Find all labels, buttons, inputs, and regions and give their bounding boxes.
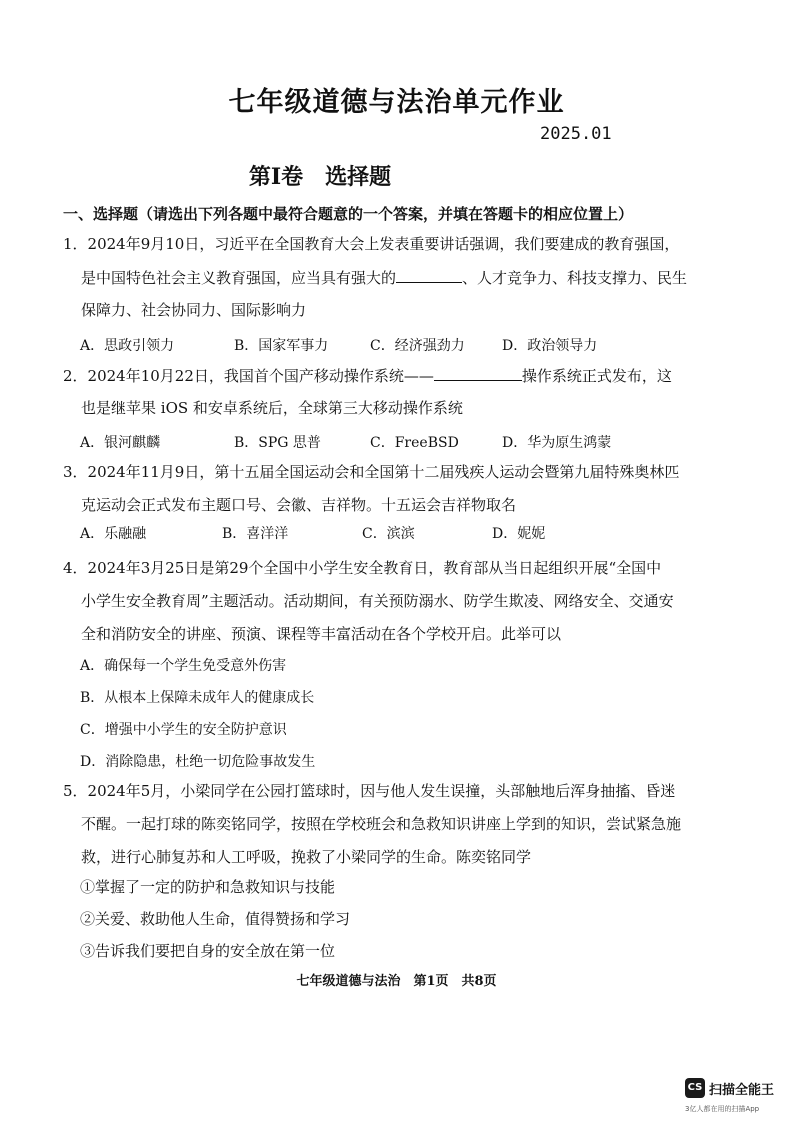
- option-d: D．政治领导力: [502, 338, 598, 354]
- document-date: 2025.01: [540, 124, 612, 144]
- option-a: A．乐融融: [80, 526, 147, 542]
- option-b: B．从根本上保障未成年人的健康成长: [80, 690, 315, 706]
- section-instruction: 一、选择题（请选出下列各题中最符合题意的一个答案，并填在答题卡的相应位置上）: [63, 205, 634, 223]
- question-text-line: 是中国特色社会主义教育强国，应当具有强大的 、人才竞争力、科技支撑力、民生: [81, 269, 688, 287]
- answer-blank: [434, 368, 522, 381]
- question-text-line: 1．2024年9月10日，习近平在全国教育大会上发表重要讲话强调，我们要建成的教育强国，: [63, 235, 680, 253]
- question-text-line: 也是继苹果 iOS 和安卓系统后，全球第三大移动操作系统: [81, 399, 463, 417]
- part-title: 第Ⅰ卷 选择题: [248, 164, 392, 190]
- page-footer: 七年级道德与法治 第1页 共8页: [296, 974, 497, 989]
- option-c: C．FreeBSD: [370, 435, 459, 451]
- question-text-line: 克运动会正式发布主题口号、会徽、吉祥物。十五运会吉祥物取名: [81, 496, 517, 514]
- statement-3: ③告诉我们要把自身的安全放在第一位: [80, 942, 336, 960]
- question-text-line: 2．2024年10月22日，我国首个国产移动操作系统—— 操作系统正式发布，这: [63, 367, 672, 385]
- question-text-line: 小学生安全教育周”主题活动。活动期间，有关预防溺水、防学生欺凌、网络安全、交通安: [81, 592, 674, 610]
- camscanner-logo-icon: CS: [685, 1078, 705, 1098]
- option-b: B．国家军事力: [234, 338, 329, 354]
- question-text-line: 保障力、社会协同力、国际影响力: [81, 301, 307, 319]
- statement-1: ①掌握了一定的防护和急救知识与技能: [80, 878, 336, 896]
- question-text-line: 4．2024年3月25日是第29个全国中小学生安全教育日，教育部从当日起组织开展“全国中: [63, 559, 662, 577]
- option-b: B．SPG 思普: [234, 435, 321, 451]
- document-title: 七年级道德与法治单元作业: [228, 87, 565, 118]
- watermark-name: 扫描全能王: [709, 1083, 775, 1098]
- watermark-subtitle: 3亿人都在用的扫描App: [685, 1105, 760, 1113]
- option-a: A．思政引领力: [80, 338, 175, 354]
- option-d: D．消除隐患，杜绝一切危险事故发生: [80, 754, 316, 770]
- question-text-line: 5．2024年5月，小梁同学在公园打篮球时，因与他人发生误撞，头部触地后浑身抽搐、昏迷: [63, 782, 676, 800]
- option-c: C．滨滨: [362, 526, 415, 542]
- question-text-line: 全和消防安全的讲座、预演、课程等丰富活动在各个学校开启。此举可以: [81, 625, 562, 643]
- statement-2: ②关爱、救助他人生命，值得赞扬和学习: [80, 910, 351, 928]
- option-d: D．妮妮: [492, 526, 546, 542]
- question-text-line: 不醒。一起打球的陈奕铭同学，按照在学校班会和急救知识讲座上学到的知识，尝试紧急施: [81, 815, 682, 833]
- option-a: A．银河麒麟: [80, 435, 161, 451]
- option-c: C．增强中小学生的安全防护意识: [80, 722, 287, 738]
- option-c: C．经济强劲力: [370, 338, 465, 354]
- option-d: D．华为原生鸿蒙: [502, 435, 612, 451]
- question-text-line: 3．2024年11月9日，第十五届全国运动会和全国第十二届残疾人运动会暨第九届特殊奥林匹: [63, 463, 680, 481]
- answer-blank: [396, 270, 462, 283]
- question-text-line: 救，进行心肺复苏和人工呼吸，挽救了小梁同学的生命。陈奕铭同学: [81, 848, 532, 866]
- option-b: B．喜洋洋: [222, 526, 289, 542]
- option-a: A．确保每一个学生免受意外伤害: [80, 658, 287, 674]
